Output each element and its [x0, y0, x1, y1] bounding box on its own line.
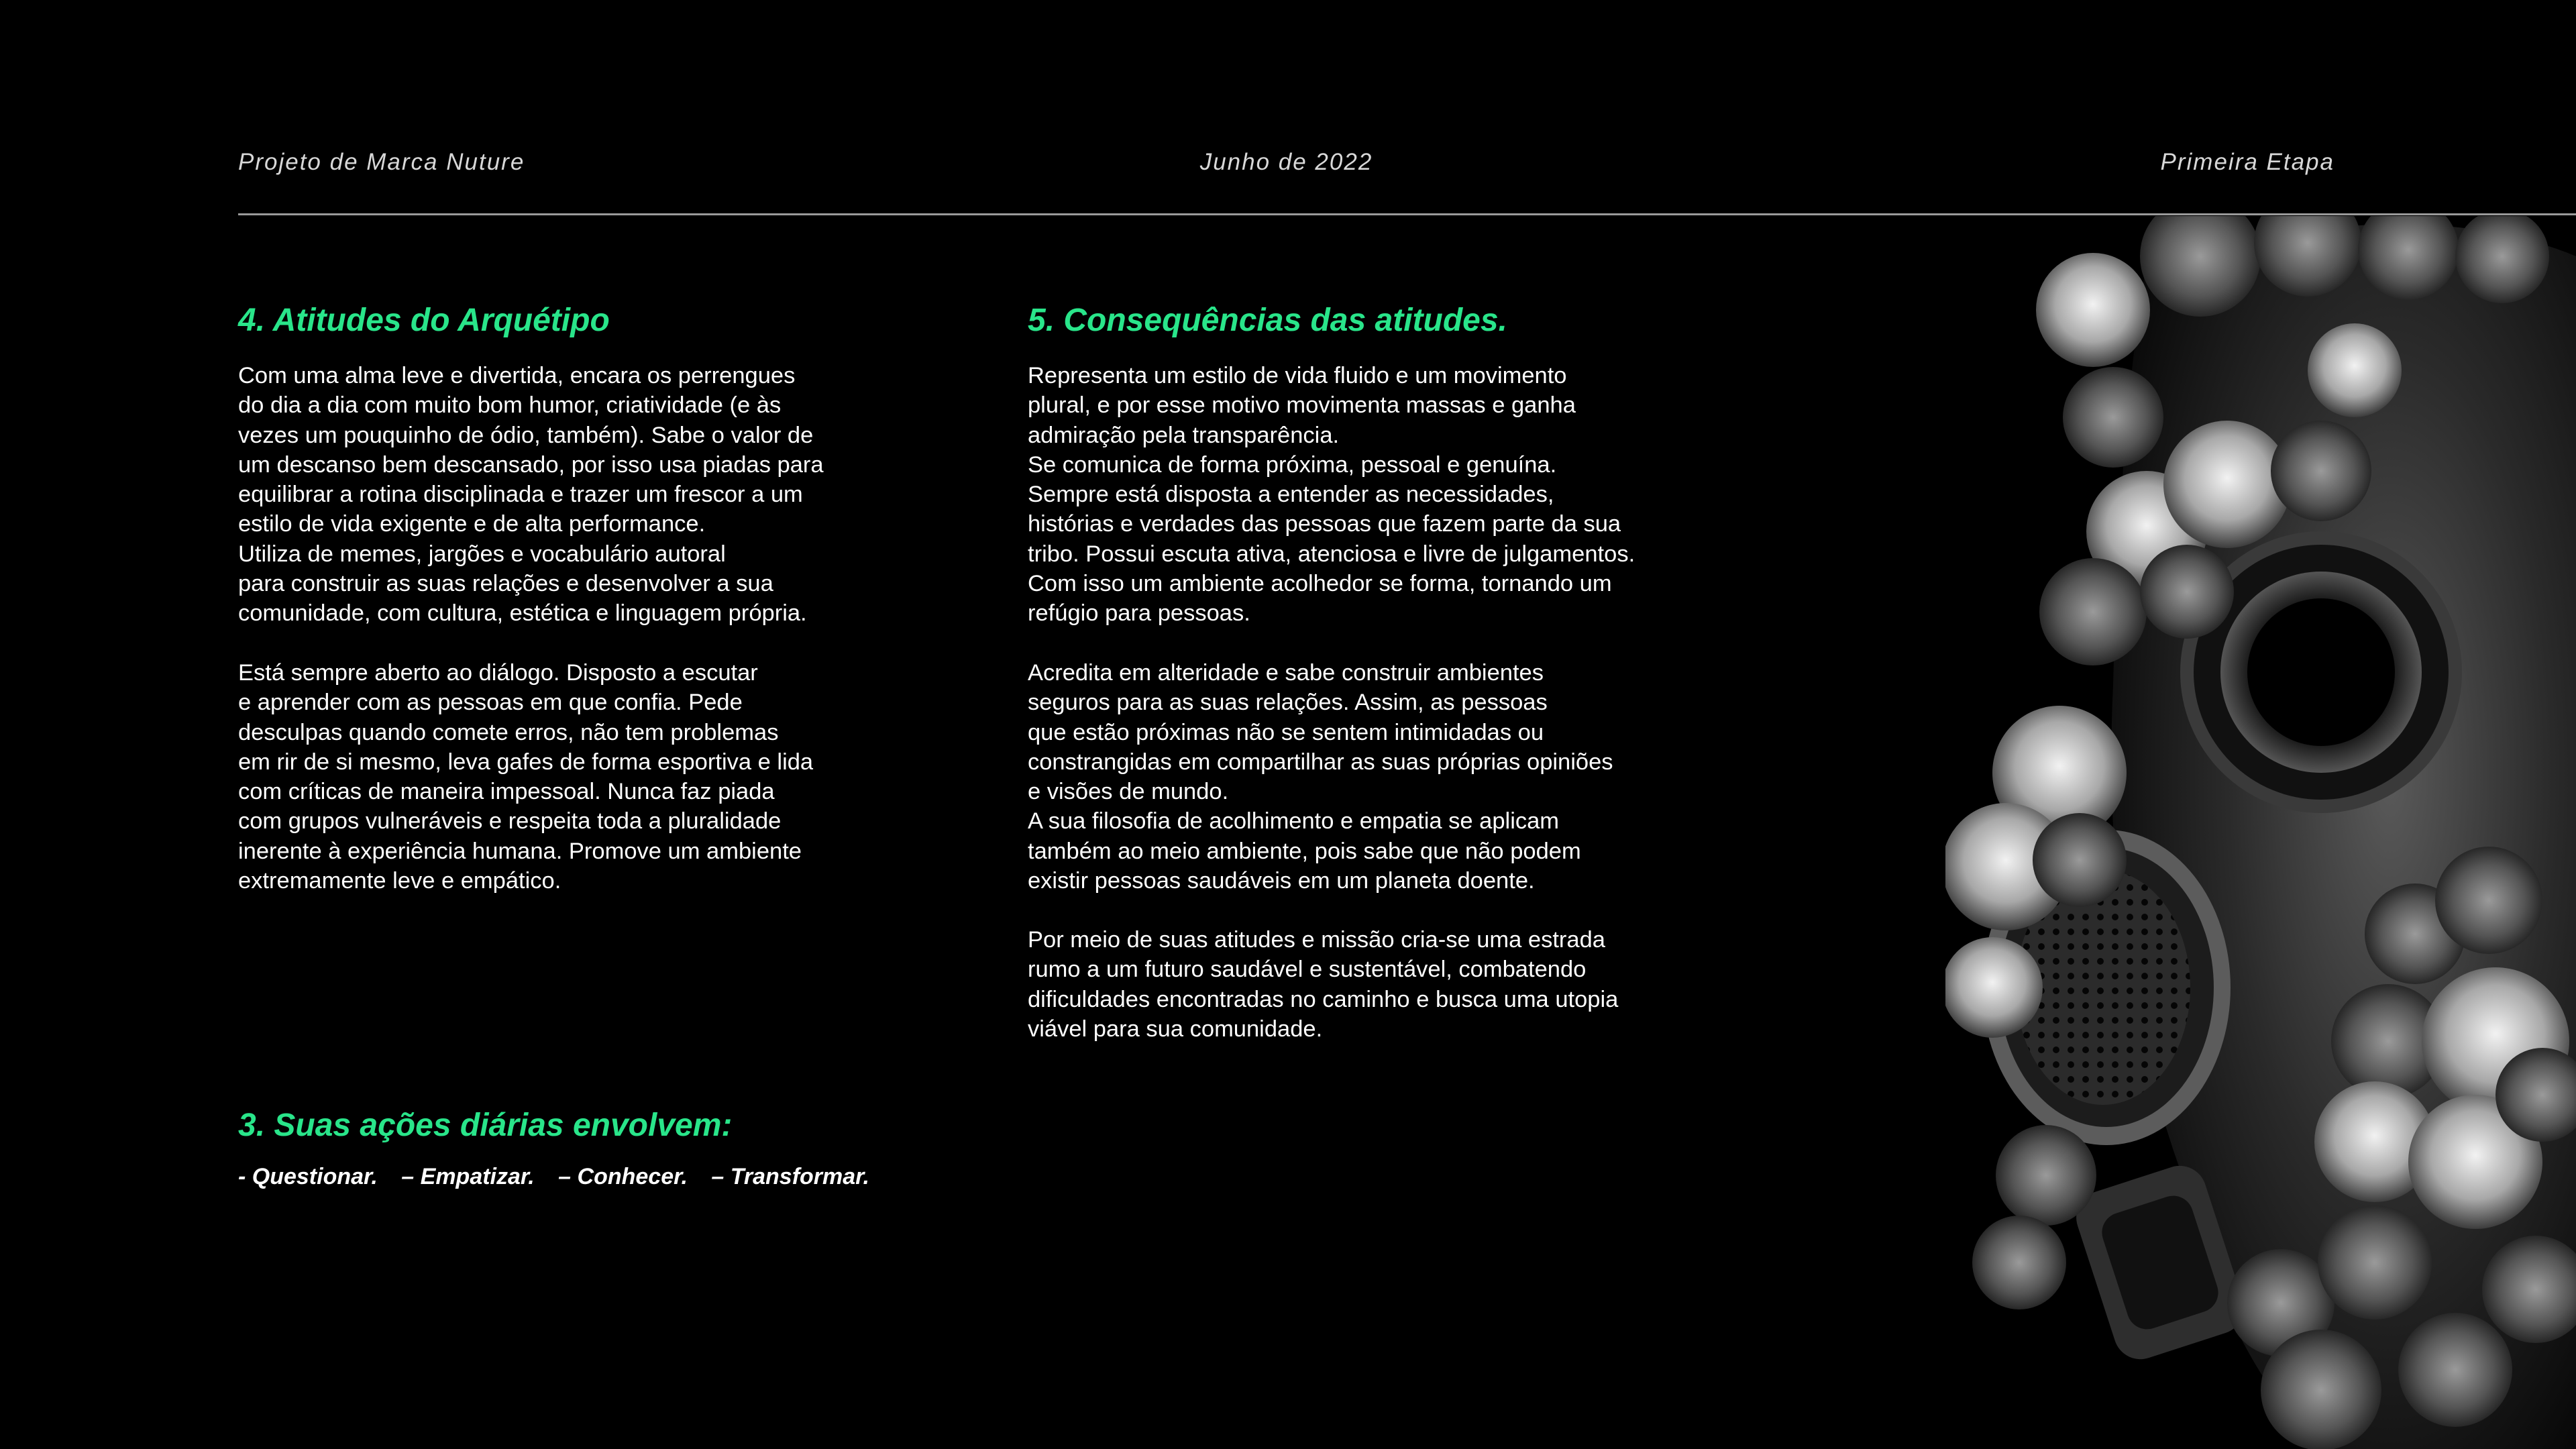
section-4-title: 4. Atitudes do Arquétipo — [238, 303, 610, 338]
text-line: Acredita em alteridade e sabe construir ambientes — [1028, 660, 1544, 686]
text-line: inerente à experiência humana. Promove um ambiente — [238, 838, 802, 864]
action-item: – Conhecer. — [558, 1164, 688, 1189]
text-line: histórias e verdades das pessoas que fazem parte da sua — [1028, 511, 1621, 537]
text-line: rumo a um futuro saudável e sustentável, combatendo — [1028, 957, 1587, 983]
project-name: Projeto de Marca Nuture — [238, 149, 525, 175]
text-line: com críticas de maneira impessoal. Nunca faz piada — [238, 779, 775, 805]
text-line: estilo de vida exigente e de alta performance. — [238, 511, 706, 537]
text-line: também ao meio ambiente, pois sabe que não podem — [1028, 838, 1581, 864]
page-header — [238, 149, 2334, 182]
section-5-paragraph-3 — [1028, 925, 1618, 1044]
text-line: Com uma alma leve e divertida, encara os perrengues — [238, 363, 796, 388]
text-line: para construir as suas relações e desenvolver a sua — [238, 571, 773, 597]
text-line: constrangidas em compartilhar as suas próprias opiniões — [1028, 749, 1613, 775]
text-line: em rir de si mesmo, leva gafes de forma esportiva e lida — [238, 749, 814, 775]
text-line: Sempre está disposta a entender as necessidades, — [1028, 482, 1554, 508]
text-line: extremamente leve e empático. — [238, 868, 561, 894]
text-line: Representa um estilo de vida fluido e um movimento — [1028, 363, 1567, 388]
text-line: existir pessoas saudáveis em um planeta doente. — [1028, 868, 1535, 894]
text-line: Se comunica de forma próxima, pessoal e genuína. — [1028, 451, 1557, 478]
text-line: tribo. Possui escuta ativa, atenciosa e livre de julgamentos. — [1028, 541, 1635, 567]
text-line: Por meio de suas atitudes e missão cria-se uma estrada — [1028, 927, 1605, 953]
text-line: vezes um pouquinho de ódio, também). Sabe o valor de — [238, 422, 814, 448]
section-5-title: 5. Consequências das atitudes. — [1028, 303, 1507, 338]
text-line: plural, e por esse motivo movimenta massas e ganha — [1028, 392, 1576, 419]
text-line: admiração pela transparência. — [1028, 422, 1340, 448]
text-line: comunidade, com cultura, estética e linguagem própria. — [238, 600, 807, 627]
text-line: Está sempre aberto ao diálogo. Disposto a escutar — [238, 660, 758, 686]
text-line: e aprender com as pessoas em que confia. Pede — [238, 690, 743, 716]
text-line: equilibrar a rotina disciplinada e trazer um frescor a um — [238, 482, 803, 508]
text-line: refúgio para pessoas. — [1028, 600, 1250, 627]
section-4-paragraph-2 — [238, 658, 813, 896]
text-line: dificuldades encontradas no caminho e busca uma utopia — [1028, 986, 1619, 1012]
section-3-title: 3. Suas ações diárias envolvem: — [238, 1108, 733, 1143]
text-line: viável para sua comunidade. — [1028, 1016, 1323, 1042]
action-item: – Empatizar. — [401, 1164, 535, 1189]
action-item: - Questionar. — [238, 1164, 378, 1189]
project-stage: Primeira Etapa — [2160, 149, 2334, 175]
text-line: que estão próximas não se sentem intimidadas ou — [1028, 719, 1544, 745]
section-5-paragraph-1 — [1028, 361, 1635, 629]
daily-actions — [238, 1164, 887, 1190]
section-5-paragraph-2 — [1028, 658, 1613, 896]
text-line: A sua filosofia de acolhimento e empatia se aplicam — [1028, 808, 1560, 835]
text-line: Com isso um ambiente acolhedor se forma, tornando um — [1028, 571, 1612, 597]
text-line: com grupos vulneráveis e respeita toda a pluralidade — [238, 808, 782, 835]
text-line: Utiliza de memes, jargões e vocabulário autoral — [238, 541, 726, 567]
text-line: e visões de mundo. — [1028, 779, 1229, 805]
text-line: seguros para as suas relações. Assim, as pessoas — [1028, 690, 1548, 716]
document-date: Junho de 2022 — [1199, 149, 1373, 175]
action-item: – Transformar. — [711, 1164, 869, 1189]
text-line: do dia a dia com muito bom humor, criatividade (e às — [238, 392, 782, 419]
section-4-paragraph-1 — [238, 361, 824, 629]
text-line: desculpas quando comete erros, não tem problemas — [238, 719, 779, 745]
gas-mask-flowers-image — [1945, 216, 2576, 1449]
text-line: um descanso bem descansado, por isso usa piadas para — [238, 451, 824, 478]
header-divider — [238, 213, 2576, 215]
